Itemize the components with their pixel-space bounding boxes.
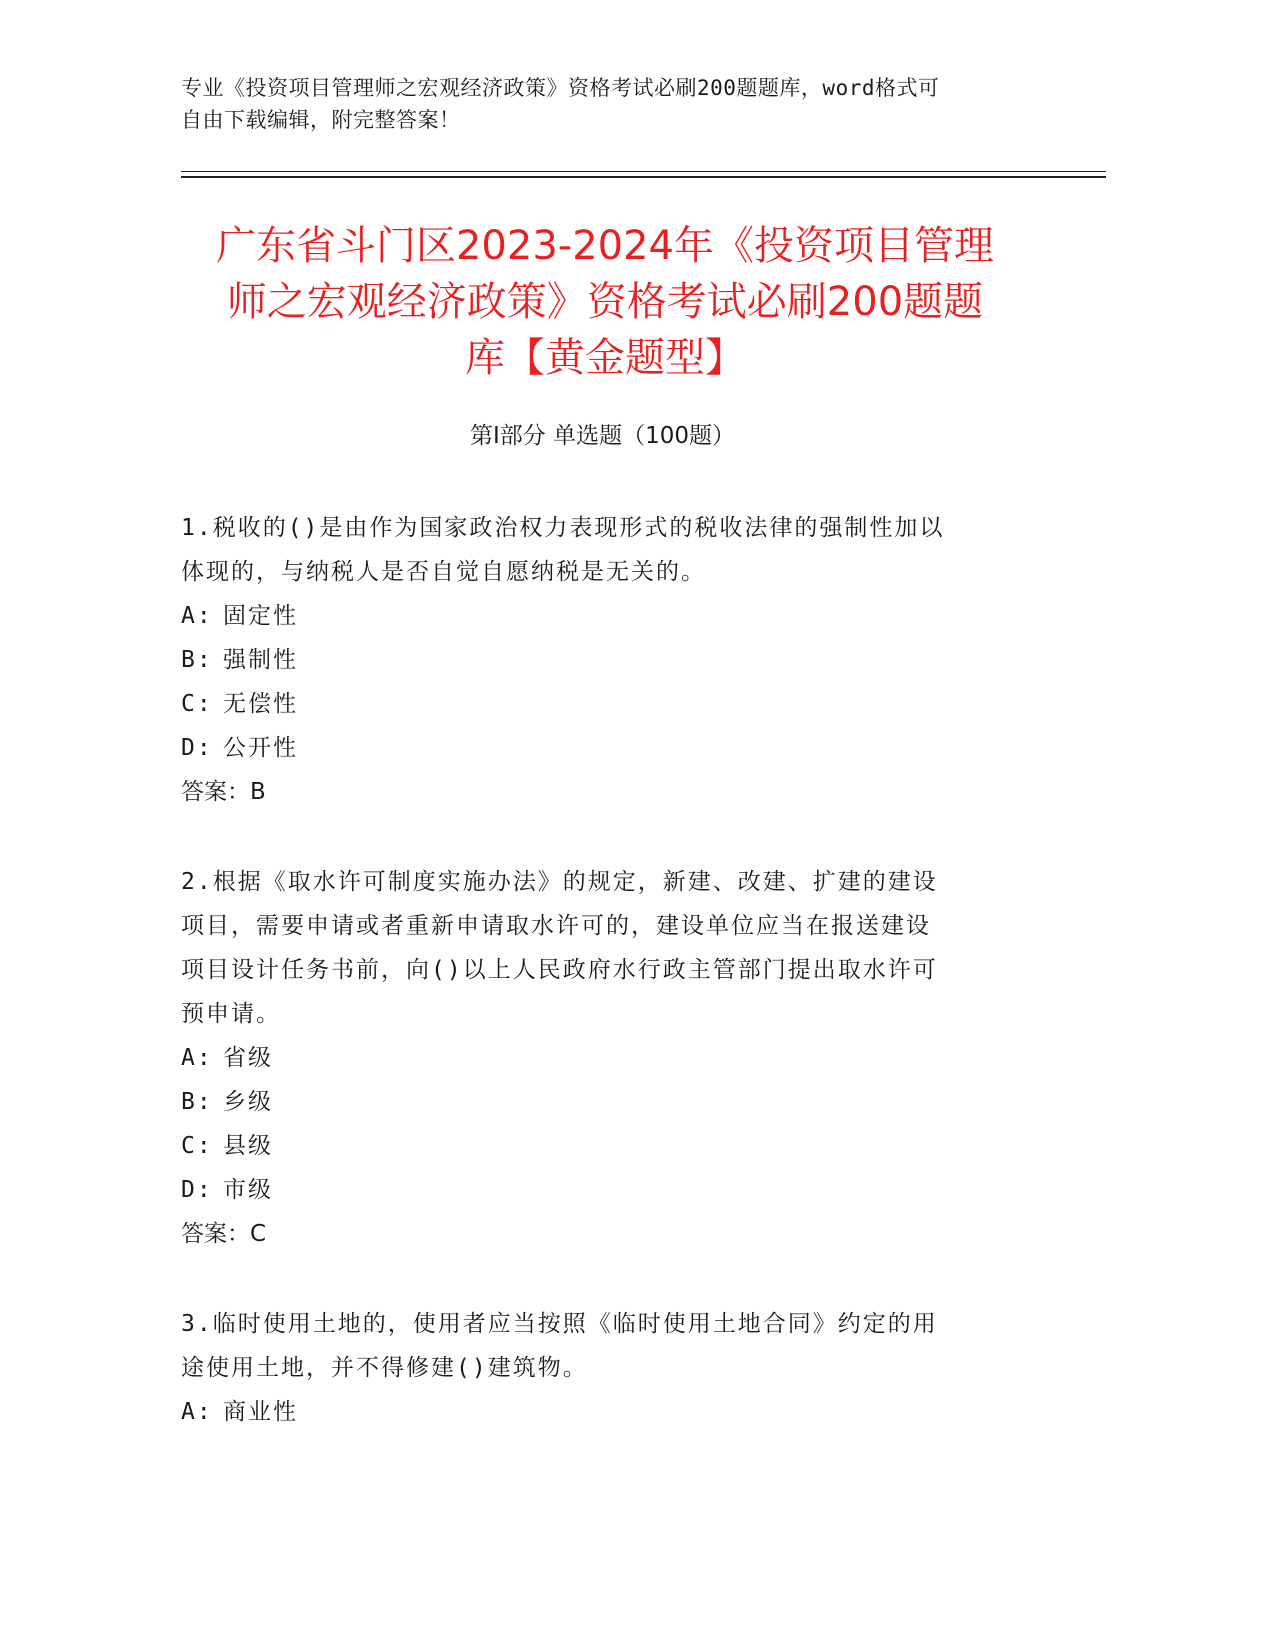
question-stem [181, 860, 1021, 1036]
option-text: 省级 [223, 1045, 273, 1071]
option-key: A: [181, 1045, 213, 1071]
stem-line: 项目设计任务书前，向()以上人民政府水行政主管部门提出取水许可 [181, 957, 938, 983]
option-text: 商业性 [223, 1399, 298, 1425]
answer-line: 答案：B [181, 779, 266, 805]
option-key: A: [181, 603, 213, 629]
stem-line: 项目，需要申请或者重新申请取水许可的，建设单位应当在报送建设 [181, 913, 931, 939]
option-a [181, 594, 1021, 638]
option-c [181, 1124, 1021, 1168]
document-title [160, 218, 1050, 386]
stem-line: 2.根据《取水许可制度实施办法》的规定，新建、改建、扩建的建设 [181, 869, 938, 895]
question-1 [181, 506, 1021, 814]
option-key: B: [181, 647, 213, 673]
option-text: 市级 [223, 1177, 273, 1203]
option-key: D: [181, 735, 213, 761]
stem-line: 途使用土地，并不得修建()建筑物。 [181, 1355, 588, 1381]
stem-line: 3.临时使用土地的，使用者应当按照《临时使用土地合同》约定的用 [181, 1311, 938, 1337]
stem-line: 1.税收的()是由作为国家政治权力表现形式的税收法律的强制性加以 [181, 515, 945, 541]
option-b [181, 1080, 1021, 1124]
header-note-line-1: 专业《投资项目管理师之宏观经济政策》资格考试必刷200题题库，word格式可 [181, 76, 940, 100]
question-stem [181, 1302, 1021, 1390]
title-line-3: 库【黄金题型】 [465, 335, 745, 381]
option-key: D: [181, 1177, 213, 1203]
answer-line: 答案：C [181, 1221, 267, 1247]
option-a [181, 1390, 1021, 1434]
question-3 [181, 1302, 1021, 1434]
title-line-1: 广东省斗门区2023-2024年《投资项目管理 [215, 223, 995, 269]
option-text: 乡级 [223, 1089, 273, 1115]
header-rule-thick [181, 176, 1106, 178]
option-text: 县级 [223, 1133, 273, 1159]
option-key: C: [181, 691, 213, 717]
option-key: C: [181, 1133, 213, 1159]
header-note-line-2: 自由下载编辑，附完整答案！ [181, 108, 461, 132]
stem-line: 体现的，与纳税人是否自觉自愿纳税是无关的。 [181, 559, 706, 585]
option-text: 强制性 [223, 647, 298, 673]
header-rule-thin [181, 171, 1106, 172]
option-key: A: [181, 1399, 213, 1425]
option-c [181, 682, 1021, 726]
option-b [181, 638, 1021, 682]
option-text: 固定性 [223, 603, 298, 629]
question-list [181, 506, 1021, 1480]
stem-line: 预申请。 [181, 1001, 281, 1027]
option-a [181, 1036, 1021, 1080]
question-stem [181, 506, 1021, 594]
option-text: 公开性 [223, 735, 298, 761]
title-line-2: 师之宏观经济政策》资格考试必刷200题题 [226, 279, 984, 325]
option-key: B: [181, 1089, 213, 1115]
section-heading: 第I部分 单选题（100题） [470, 423, 735, 449]
option-d [181, 1168, 1021, 1212]
option-text: 无偿性 [223, 691, 298, 717]
header-note [181, 72, 1061, 136]
option-d [181, 726, 1021, 770]
question-2 [181, 860, 1021, 1256]
